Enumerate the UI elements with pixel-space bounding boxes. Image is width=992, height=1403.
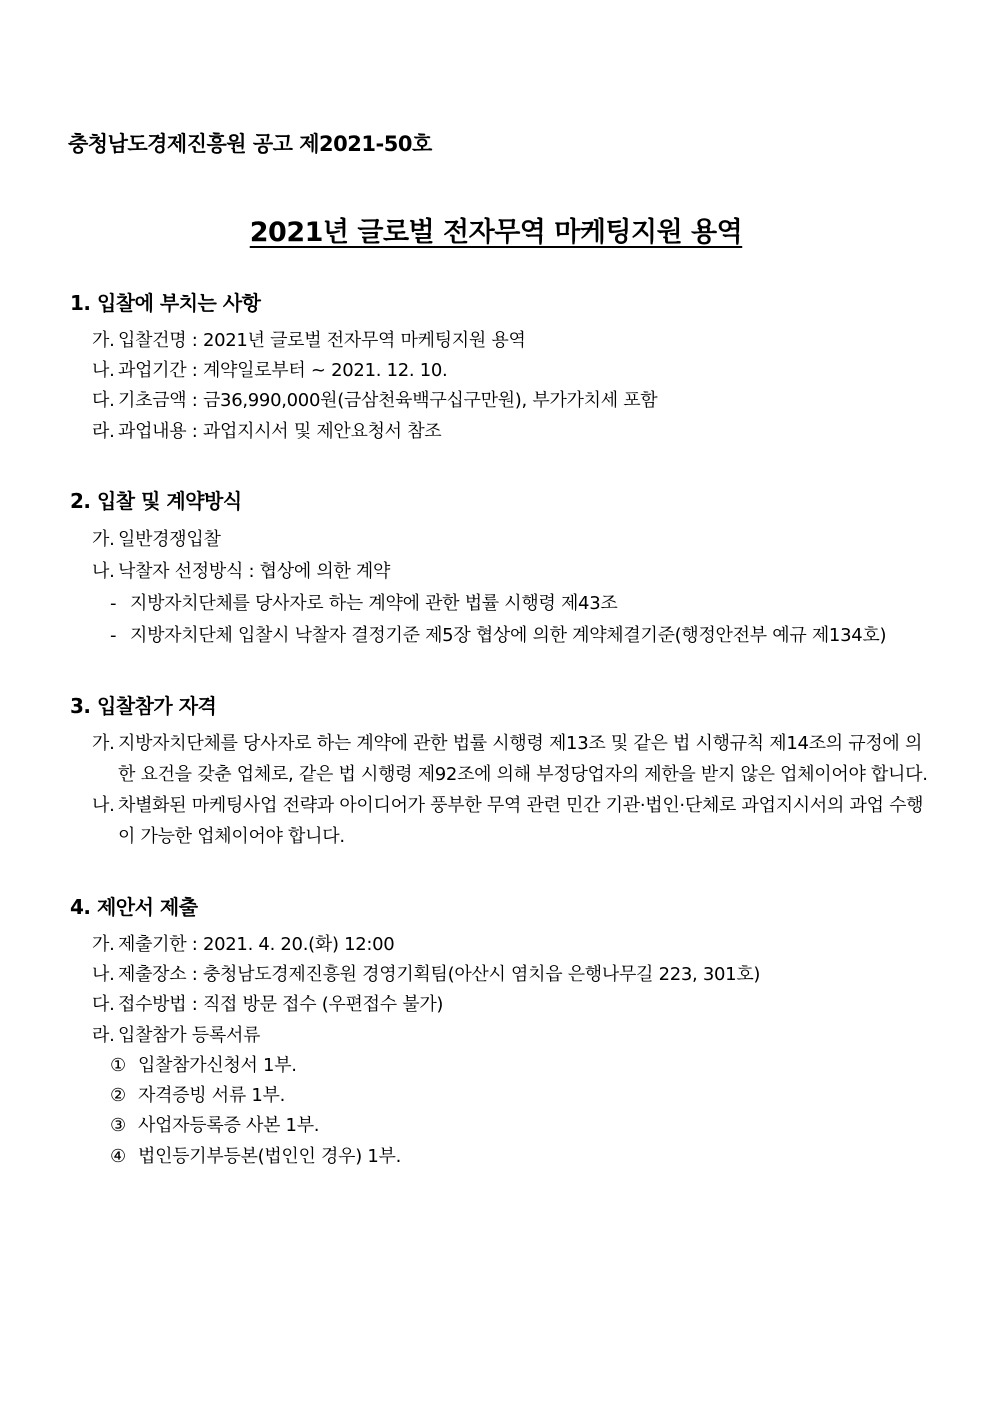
list-item-marker: ② <box>110 1085 126 1107</box>
list-item-text: 지방자치단체를 당사자로 하는 계약에 관한 법률 시행령 제43조 <box>130 593 618 614</box>
list-item-text: 기초금액 : 금36,990,000원(금삼천육백구십구만원), 부가가치세 포함 <box>118 390 658 412</box>
list-item-marker: 라. <box>92 420 115 442</box>
document-section <box>64 690 928 853</box>
page-title: 2021년 글로벌 전자무역 마케팅지원 용역 <box>249 217 743 248</box>
section-item-list <box>64 326 928 447</box>
list-item-text: 입찰참가 등록서류 <box>118 1024 261 1046</box>
section-heading: 1. 입찰에 부치는 사항 <box>70 291 261 315</box>
list-item-marker: 다. <box>92 994 115 1016</box>
list-item-marker: 나. <box>92 360 115 382</box>
list-item <box>92 960 928 990</box>
list-item-text: 제출장소 : 충청남도경제진흥원 경영기획팀(아산시 염치읍 은행나무길 223, 301호) <box>118 964 761 986</box>
list-item-text: 낙찰자 선정방식 : 협상에 의한 계약 <box>118 560 391 582</box>
list-item <box>92 524 928 556</box>
list-item <box>92 417 928 447</box>
list-item-marker: 라. <box>92 1024 115 1046</box>
document-section <box>64 891 928 1172</box>
section-heading: 3. 입찰참가 자격 <box>70 694 217 719</box>
list-item <box>92 386 928 416</box>
list-item <box>92 791 928 853</box>
list-item <box>92 326 928 356</box>
list-item-text: 차별화된 마케팅사업 전략과 아이디어가 풍부한 무역 관련 민간 기관·법인·단체로 과업지시서의 과업 수행이 가능한 업체이어야 합니다. <box>118 794 924 847</box>
list-item <box>110 620 928 652</box>
section-heading: 2. 입찰 및 계약방식 <box>70 488 242 513</box>
list-item <box>110 1051 928 1081</box>
list-item-text: 일반경쟁입찰 <box>118 528 221 550</box>
document-body <box>64 287 928 1172</box>
section-heading: 4. 제안서 제출 <box>70 894 198 919</box>
section-item-list <box>64 524 928 652</box>
list-item-marker: 나. <box>92 560 115 582</box>
list-item <box>92 356 928 386</box>
list-item-text: 입찰참가신청서 1부. <box>138 1054 297 1076</box>
list-item-text: 제출기한 : 2021. 4. 20.(화) 12:00 <box>118 933 395 955</box>
list-item-text: 입찰건명 : 2021년 글로벌 전자무역 마케팅지원 용역 <box>118 330 526 351</box>
list-item-marker: - <box>110 593 117 614</box>
list-item-text: 자격증빙 서류 1부. <box>138 1085 286 1107</box>
list-item-marker: 나. <box>92 794 115 816</box>
list-item-marker: 가. <box>92 330 115 351</box>
list-item-text: 과업내용 : 과업지시서 및 제안요청서 참조 <box>118 420 442 442</box>
list-item-text: 지방자치단체 입찰시 낙찰자 결정기준 제5장 협상에 의한 계약체결기준(행정안전부 예규 제134호) <box>130 625 887 647</box>
list-item-marker: ④ <box>110 1145 126 1167</box>
list-item-marker: 가. <box>92 733 115 755</box>
list-item <box>92 990 928 1020</box>
list-item-marker: 나. <box>92 964 115 986</box>
list-item <box>92 930 928 960</box>
list-item <box>92 1021 928 1051</box>
list-item <box>92 729 928 791</box>
list-item-marker: ③ <box>110 1115 126 1137</box>
document-section <box>64 287 928 447</box>
document-section <box>64 485 928 652</box>
list-item-marker: 가. <box>92 933 115 955</box>
notice-number: 충청남도경제진흥원 공고 제2021-50호 <box>68 132 432 156</box>
list-item-marker: ① <box>110 1054 126 1076</box>
list-item-marker: 가. <box>92 528 115 550</box>
list-item <box>110 1081 928 1111</box>
list-item-text: 접수방법 : 직접 방문 접수 (우편접수 불가) <box>118 994 444 1016</box>
section-item-list <box>64 930 928 1172</box>
list-item-text: 사업자등록증 사본 1부. <box>138 1115 320 1137</box>
section-item-list <box>64 729 928 853</box>
list-item-marker: 다. <box>92 390 115 412</box>
list-item-marker: - <box>110 625 117 647</box>
list-item-text: 지방자치단체를 당사자로 하는 계약에 관한 법률 시행령 제13조 및 같은 법 시행규칙 제14조의 규정에 의한 요건을 갖춘 업체로, 같은 법 시행령 제92조에 의해 부정당업자의 제한을 받지 않은 업체이어야 합니다. <box>118 733 928 786</box>
list-item-text: 법인등기부등본(법인인 경우) 1부. <box>138 1145 402 1167</box>
list-item-text: 과업기간 : 계약일로부터 ~ 2021. 12. 10. <box>118 360 448 382</box>
list-item <box>92 556 928 588</box>
list-item <box>110 588 928 620</box>
list-item <box>110 1111 928 1141</box>
list-item <box>110 1142 928 1172</box>
